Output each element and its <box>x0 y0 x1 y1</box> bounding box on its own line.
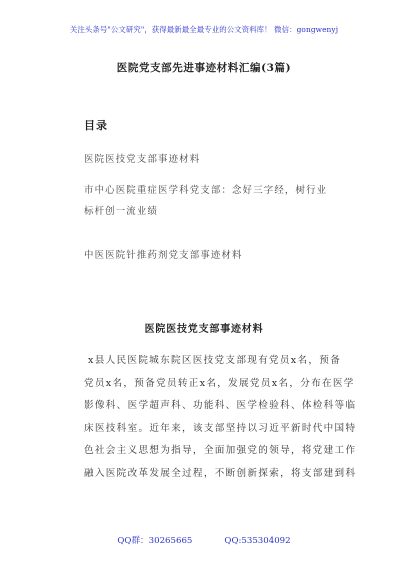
body-line: 党员x名，预备党员转正x名，发展党员x名，分布在医学 <box>84 377 355 389</box>
document-title: 医院党支部先进事迹材料汇编(3篇) <box>116 62 292 74</box>
footer-qq: QQ:535304092 <box>224 536 291 546</box>
body-line: 影像科、医学超声科、功能科、医学检验科、体检科等临 <box>84 400 357 412</box>
body-line: x县人民医院城东院区医技党支部现有党员x名，预备 <box>88 355 342 366</box>
header-notice: 关注头条号"公文研究"，获得最新最全最专业的公文资料库！ 微信：gongwenyj <box>69 25 339 34</box>
toc-item-2-text: 市中心医院重症医学科党支部：念好三字经，树行业 <box>84 185 328 196</box>
section-title: 医院医技党支部事迹材料 <box>144 324 264 335</box>
toc-heading: 目录 <box>84 119 108 132</box>
body-line: 床医技科室。近年来，该支部坚持以习近平新时代中国特 <box>84 422 357 434</box>
toc-item-2-continuation: 标杆创一流业绩 <box>84 206 159 217</box>
section-body <box>84 350 357 486</box>
body-line: 色社会主义思想为指导，全面加强党的领导，将党建工作 <box>84 445 357 457</box>
body-line: 融入医院改革发展全过程，不断创新探索，将支部建到科 <box>84 467 357 479</box>
toc-item-1 <box>84 149 344 170</box>
toc-item-1-text: 医院医技党支部事迹材料 <box>84 154 201 165</box>
footer-qq-group: QQ群：30265665 <box>117 536 193 546</box>
toc-item-3 <box>84 245 344 266</box>
toc-item-3-text: 中医医院针推药剂党支部事迹材料 <box>84 250 243 261</box>
toc-item-2 <box>84 180 344 222</box>
footer-contact <box>0 534 408 546</box>
